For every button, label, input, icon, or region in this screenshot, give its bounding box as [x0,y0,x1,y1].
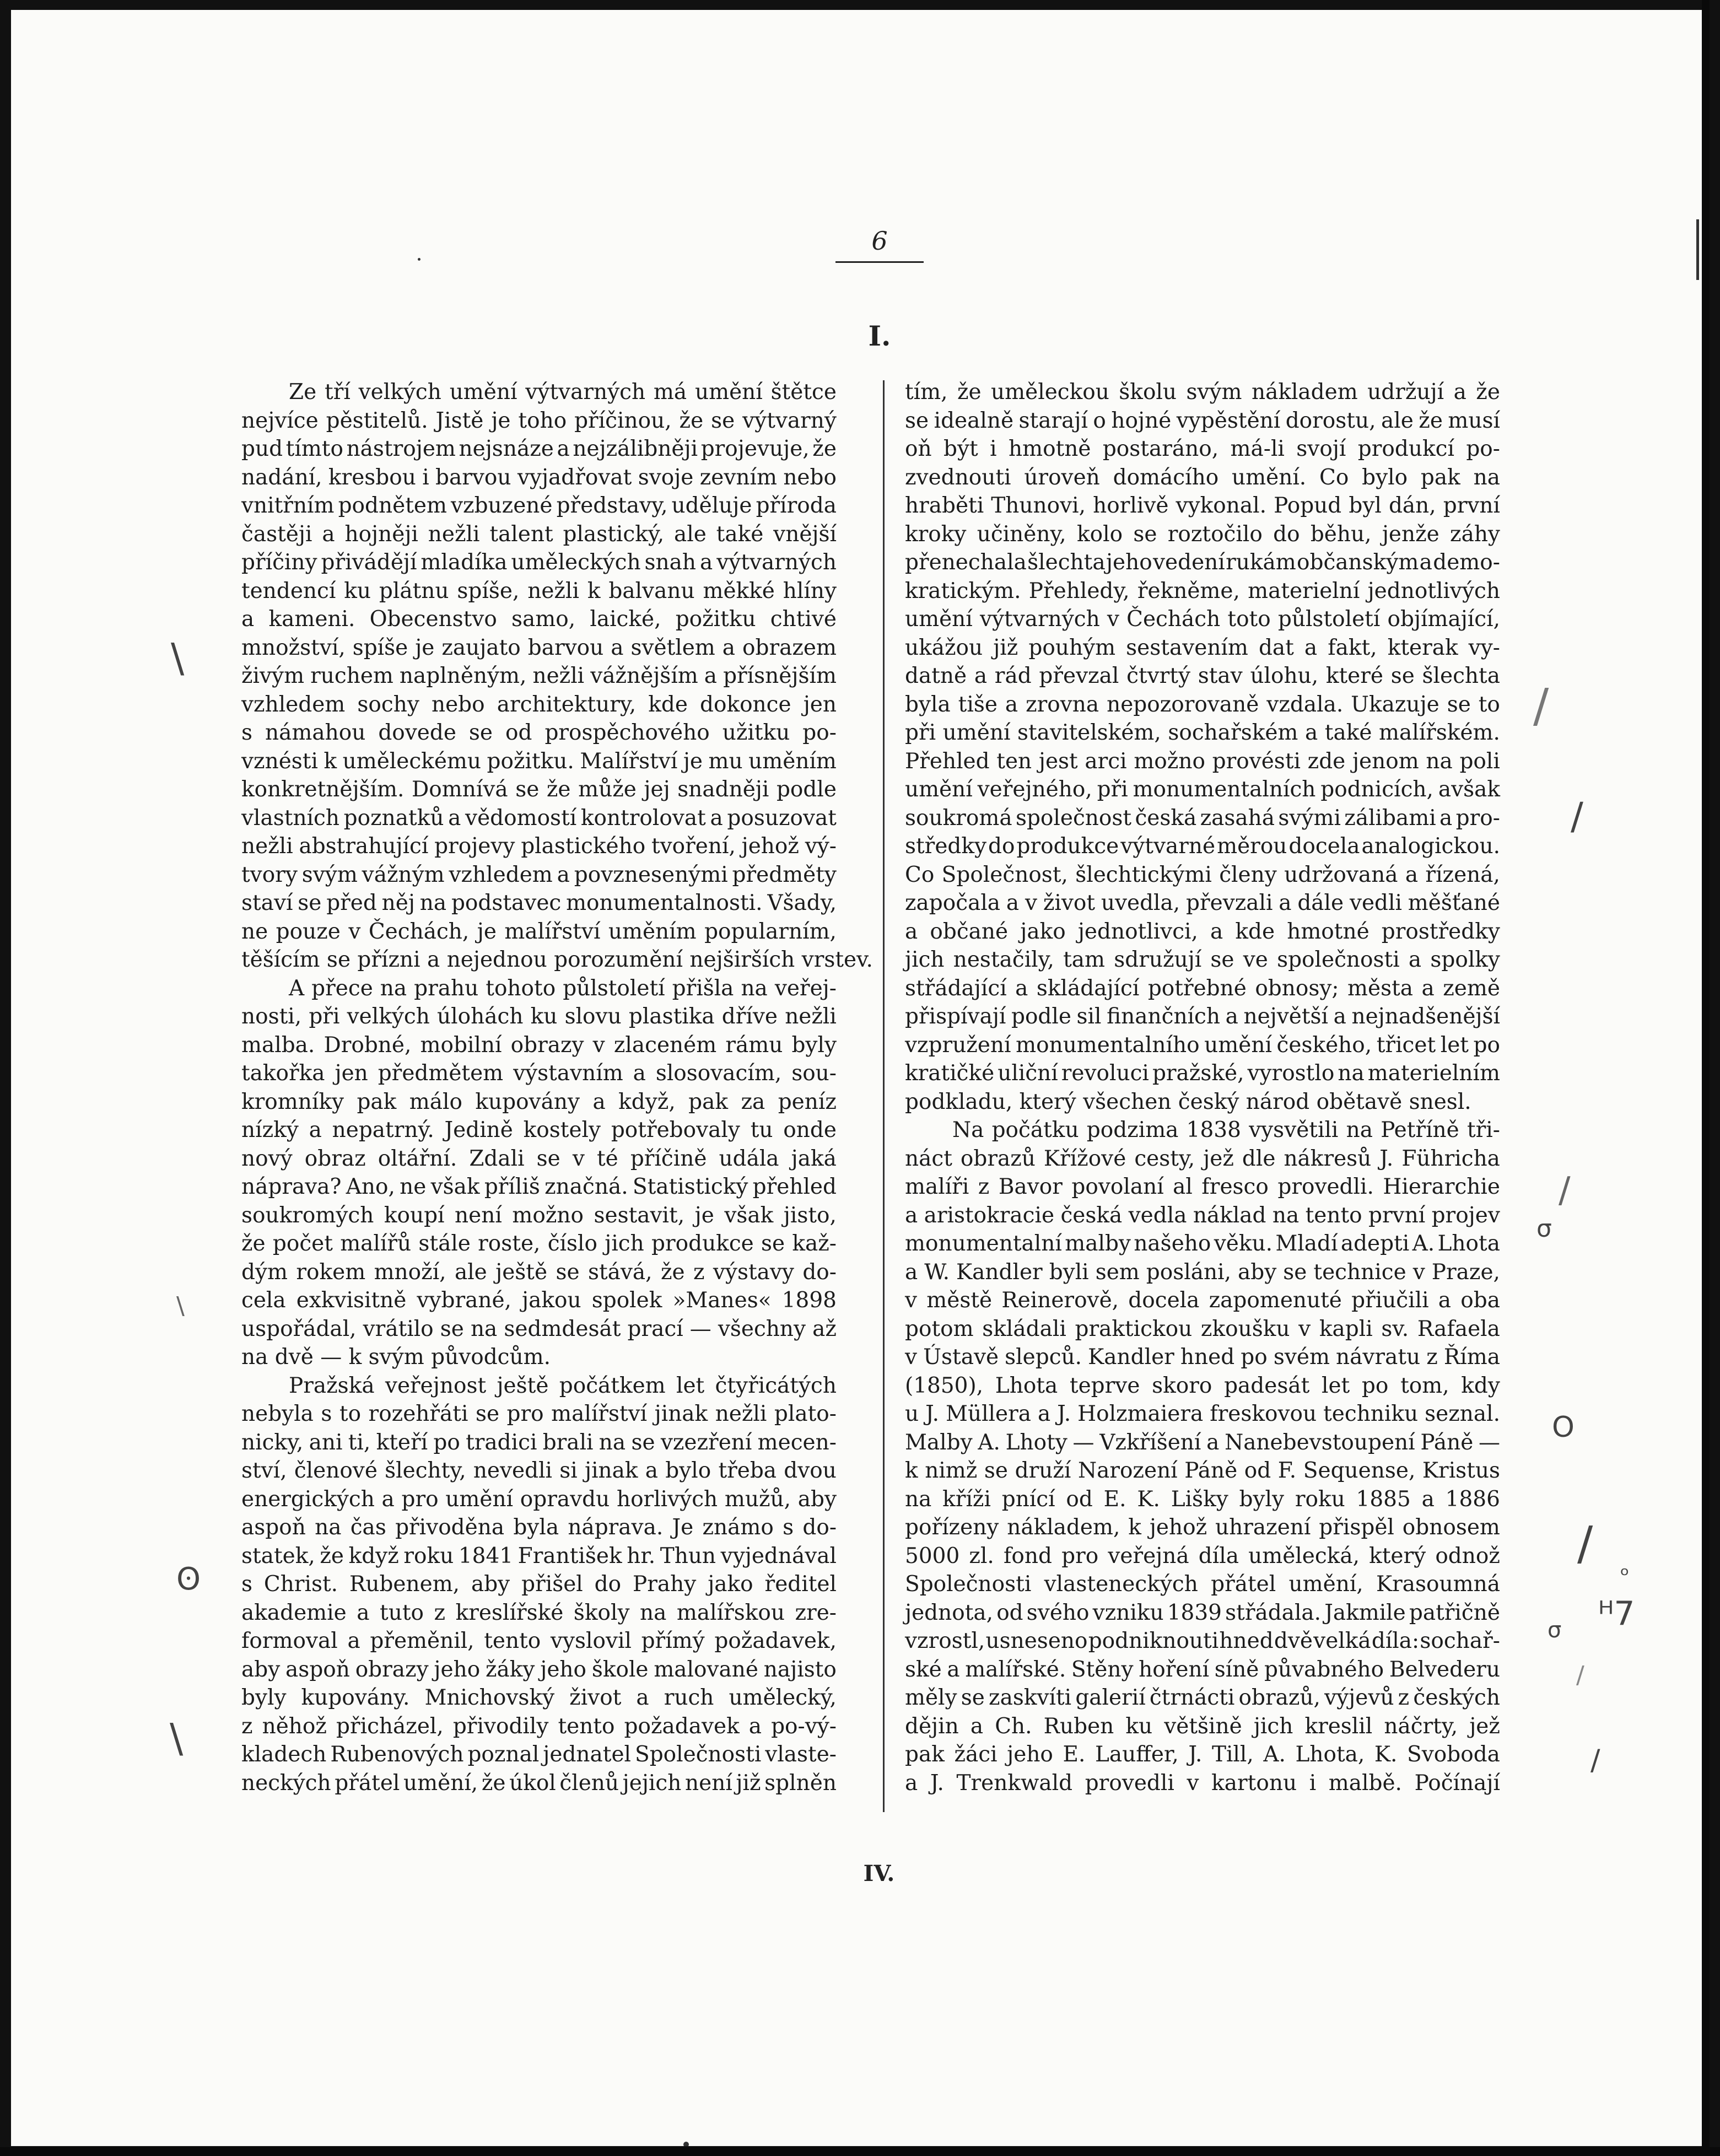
text-line: pak žáci jeho E. Lauffer, J. Till, A. Lhota, K. Svoboda [905,1742,1500,1767]
document-page [11,10,1709,2146]
margin-slash-mark: / [1571,795,1583,838]
text-line: těšícím se přízni a nejednou porozumění nejširších vrstev. [241,947,873,972]
scan-edge-right [1702,0,1710,2156]
page-fold-mark [1696,219,1699,280]
text-line: takořka jen předmětem výstavním a slosovacím, sou- [241,1061,837,1086]
text-line: Společnosti vlasteneckých přátel umění, Krasoumná [905,1572,1500,1597]
text-line: se idealně starají o hojné vypěstění dorostu, ale že musí [905,408,1500,433]
text-line: datně a rád převzal čtvrtý stav úlohu, které se šlechta [905,664,1500,688]
text-line: byly kupovány. Mnichovský život a ruch umělecký, [241,1685,837,1710]
text-line: vzhledem sochy nebo architektury, kde dokonce jen [241,692,837,717]
text-line: potom skládali praktickou zkoušku v kapli sv. Rafaela [905,1316,1500,1341]
text-line: jednota, od svého vzniku 1839 střádala. Jakmile patřičně [905,1600,1500,1625]
text-line: pořízeny nákladem, k jehož uhrazení přispěl obnosem [905,1515,1500,1540]
text-line: aspoň na čas přivoděna byla náprava. Je známo s do- [241,1515,837,1540]
text-line: s námahou dovede se od prospěchového užitku po- [241,720,837,745]
text-line: Malby A. Lhoty — Vzkříšení a Nanebevstoupení Páně — [905,1430,1500,1455]
text-line: nežli abstrahující projevy plastického tvoření, jehož vý- [241,834,837,859]
text-line: náprava? Ano, ne však příliš značná. Statistický přehled [241,1174,837,1199]
right-text-column [905,378,1500,1797]
margin-circle-mark: ʘ [176,1561,201,1597]
text-line: v Ústavě slepců. Kandler hned po svém návratu z Říma [905,1345,1500,1370]
text-line: ství, členové šlechty, nevedli si jinak a bylo třeba dvou [241,1458,837,1483]
text-line: dějin a Ch. Ruben ku většině jich kreslil náčrty, jež [905,1713,1500,1739]
margin-check-mark: \ [171,635,185,681]
text-line: střádající a skládající potřebné obnosy; města a země [905,975,1500,1001]
text-line: vzpružení monumentalního umění českého, třicet let po [905,1032,1500,1058]
text-line: příčiny přivádějí mladíka uměleckých snah a výtvarných [241,550,837,575]
stray-dot [418,258,420,261]
margin-check-mark: \ [176,1292,185,1320]
text-line: živým ruchem naplněným, nežli vážnějším a přísnějším [241,664,837,688]
text-line: formoval a přeměnil, tento vyslovil přímý požadavek, [241,1629,837,1653]
text-line: na dvě — k svým původcům. [241,1345,551,1370]
page-number-rule [835,261,924,263]
text-line: umění výtvarných v Čechách toto půlstoletí objímající, [905,607,1500,632]
signature-mark: IV. [863,1861,895,1886]
text-line: statek, že když roku 1841 František hr. Thun vyjednával [241,1543,837,1569]
text-line: konkretnějším. Domnívá se že může jej snadněji podle [241,777,837,802]
text-line: k nimž se druží Narození Páně od F. Sequense, Kristus [905,1458,1500,1483]
text-line: malba. Drobné, mobilní obrazy v zlaceném rámu byly [241,1032,837,1058]
bottom-dot [683,2142,689,2146]
text-line: podkladu, který všechen český národ obětavě snesl. [905,1089,1471,1114]
text-line: Na počátku podzima 1838 vysvětili na Petříně tři- [952,1118,1500,1142]
text-line: zvednouti úroveň domácího umění. Co bylo pak na [905,465,1500,490]
text-line: u J. Müllera a J. Holzmaiera freskovou techniku seznal. [905,1402,1500,1426]
left-text-column [241,378,873,1797]
text-line: oň být i hmotně postaráno, má-li svojí produkcí po- [905,436,1500,461]
text-line: tím, že uměleckou školu svým nákladem udržují a že [905,380,1500,405]
text-line: a občané jako jednotlivci, a kde hmotné prostředky [905,919,1500,944]
scan-edge-bottom [0,2147,1720,2156]
text-line: vznésti k uměleckému požitku. Malířství je mu uměním [241,748,837,774]
text-line: A přece na prahu tohoto půlstoletí přišla na veřej- [289,975,837,1001]
margin-slash-mark: / [1576,1661,1584,1689]
margin-circle-mark: O [1552,1411,1575,1444]
text-line: a W. Kandler byli sem posláni, aby se technice v Praze, [905,1259,1500,1285]
text-line: jich nestačily, tam sdružují se ve společnosti a spolky [905,947,1500,972]
text-line: dým rokem množí, ale ještě se stává, že z výstavy do- [241,1259,837,1285]
text-line: Co Společnost, šlechtickými členy udržovaná a řízená, [905,862,1500,887]
text-line: nízký a nepatrný. Jedině kostely potřebovaly tu onde [241,1118,837,1142]
margin-circle-mark: σ [1536,1215,1552,1243]
text-line: měly se zaskvíti galerií čtrnácti obrazů, výjevů z českých [905,1685,1500,1710]
text-line: uspořádal, vrátilo se na sedmdesát prací — všechny až [241,1316,837,1341]
margin-slash-mark: / [1577,1516,1593,1570]
text-line: akademie a tuto z kreslířské školy na malířskou zre- [241,1600,837,1625]
chapter-numeral: I. [868,320,891,352]
text-line: středky do produkce výtvarné měrou docela analogickou. [905,834,1500,859]
text-line: množství, spíše je zaujato barvou a světlem a obrazem [241,635,837,660]
margin-slash-mark: / [1559,1170,1571,1211]
text-line: při umění stavitelském, sochařském a také malířském. [905,720,1500,745]
text-line: přispívají podle sil finančních a největší a nejnadšenější [905,1004,1500,1029]
text-line: kroky učiněny, kolo se roztočilo do běhu, jenže záhy [905,521,1500,547]
text-line: malíři z Bavor povolaní al fresco provedli. Hierarchie [905,1174,1500,1199]
margin-slash-mark: / [1533,678,1549,732]
text-line: častěji a hojněji nežli talent plastický, ale také vnější [241,521,837,547]
text-line: aby aspoň obrazy jeho žáky jeho škole malované najisto [241,1657,837,1682]
text-line: nosti, při velkých úlohách ku slovu plastika dříve nežli [241,1004,837,1029]
text-line: přenechala šlechta jeho vedení rukám občanským a demo- [905,550,1500,575]
margin-circle-mark: ᵒ [1620,1562,1630,1588]
text-line: hraběti Thunovi, horlivě vykonal. Popud byl dán, první [905,493,1500,518]
text-line: z něhož přicházel, přivodily tento požadavek a po-vý- [241,1713,837,1739]
text-line: tvory svým vážným vzhledem a povznesenými předměty [241,862,837,887]
text-line: s Christ. Rubenem, aby přišel do Prahy jako ředitel [241,1572,837,1597]
text-line: staví se před něj na podstavec monumentalnosti. Všady, [241,891,837,915]
margin-circle-mark: σ [1548,1618,1562,1643]
text-line: tendencí ku plátnu spíše, nežli k balvanu měkké hlíny [241,578,837,603]
text-line: ne pouze v Čechách, je malířství uměním popularním, [241,919,837,944]
margin-handwritten-mark: ᴴ7 [1598,1594,1635,1633]
text-line: vzrostl, usneseno podniknouti hned dvě velká díla: sochař- [905,1629,1500,1653]
text-line: byla tiše a zrovna nepozorovaně vzdala. Ukazuje se to [905,692,1500,717]
text-line: energických a pro umění opravdu horlivých mužů, aby [241,1486,837,1512]
text-line: na kříži pnící od E. K. Lišky byly roku 1885 a 1886 [905,1486,1500,1512]
text-line: náct obrazů Křížové cesty, jež dle nákresů J. Führicha [905,1146,1500,1171]
page-number: 6 [871,226,888,256]
text-line: nejvíce pěstitelů. Jistě je toho příčinou, že se výtvarný [241,408,837,433]
text-line: neckých přátel umění, že úkol členů jejich není již splněn [241,1770,837,1796]
text-line: v městě Reinerově, docela zapomenuté přiučili a oba [905,1288,1500,1313]
text-line: Přehled ten jest arci možno provésti zde jenom na poli [905,748,1500,774]
text-line: nebyla s to rozehřáti se pro malířství jinak nežli plato- [241,1402,837,1426]
text-line: Ze tří velkých umění výtvarných má umění štětce [289,380,837,405]
text-line: ukážou již pouhým sestavením dat a fakt, kterak vy- [905,635,1500,660]
text-line: 5000 zl. fond pro veřejná díla umělecká, který odnož [905,1543,1500,1569]
text-line: monumentalní malby našeho věku. Mladí adepti A. Lhota [905,1231,1500,1256]
text-line: nicky, ani ti, kteří po tradici brali na se vzezření mecen- [241,1430,837,1455]
text-line: kratičké uliční revoluci pražské, vyrostlo na materielním [905,1061,1500,1086]
text-line: (1850), Lhota teprve skoro padesát let po tom, kdy [905,1373,1500,1398]
text-line: nový obraz oltářní. Zdali se v té příčině udála jaká [241,1146,837,1171]
text-line: cela exkvisitně vybrané, jakou spolek »Manes« 1898 [241,1288,837,1313]
text-line: nadání, kresbou i barvou vyjadřovat svoje zevním nebo [241,465,837,490]
text-line: ské a malířské. Stěny hoření síně půvabného Belvederu [905,1657,1500,1682]
text-line: vlastních poznatků a vědomostí kontrolovat a posuzovat [241,805,837,831]
text-line: a J. Trenkwald provedli v kartonu i malbě. Počínají [905,1770,1500,1796]
text-line: kromníky pak málo kupovány a když, pak za peníz [241,1089,837,1114]
text-line: vnitřním podnětem vzbuzené představy, uděluje příroda [241,493,837,518]
text-line: umění veřejného, při monumentalních podnicích, avšak [905,777,1500,802]
column-divider [883,380,885,1812]
text-line: soukromá společnost česká zasahá svými zálibami a pro- [905,805,1500,831]
text-line: Pražská veřejnost ještě počátkem let čtyřicátých [289,1373,837,1398]
text-line: a kameni. Obecenstvo samo, laické, požitku chtivé [241,607,837,632]
text-line: a aristokracie česká vedla náklad na tento první projev [905,1203,1500,1228]
text-line: kratickým. Přehledy, řekněme, materielní jednotlivých [905,578,1500,603]
text-line: započala a v život uvedla, převzali a dále vedli měšťané [905,891,1500,915]
text-line: kladech Rubenových poznal jednatel Společnosti vlaste- [241,1742,837,1767]
text-line: pud tímto nástrojem nejsnáze a nejzálibněji projevuje, že [241,436,837,461]
margin-slash-mark: / [1590,1744,1600,1777]
text-line: soukromých koupí není možno sestavit, je však jisto, [241,1203,837,1228]
text-line: že počet malířů stále roste, číslo jich produkce se kaž- [241,1231,837,1256]
margin-check-mark: \ [170,1715,184,1761]
